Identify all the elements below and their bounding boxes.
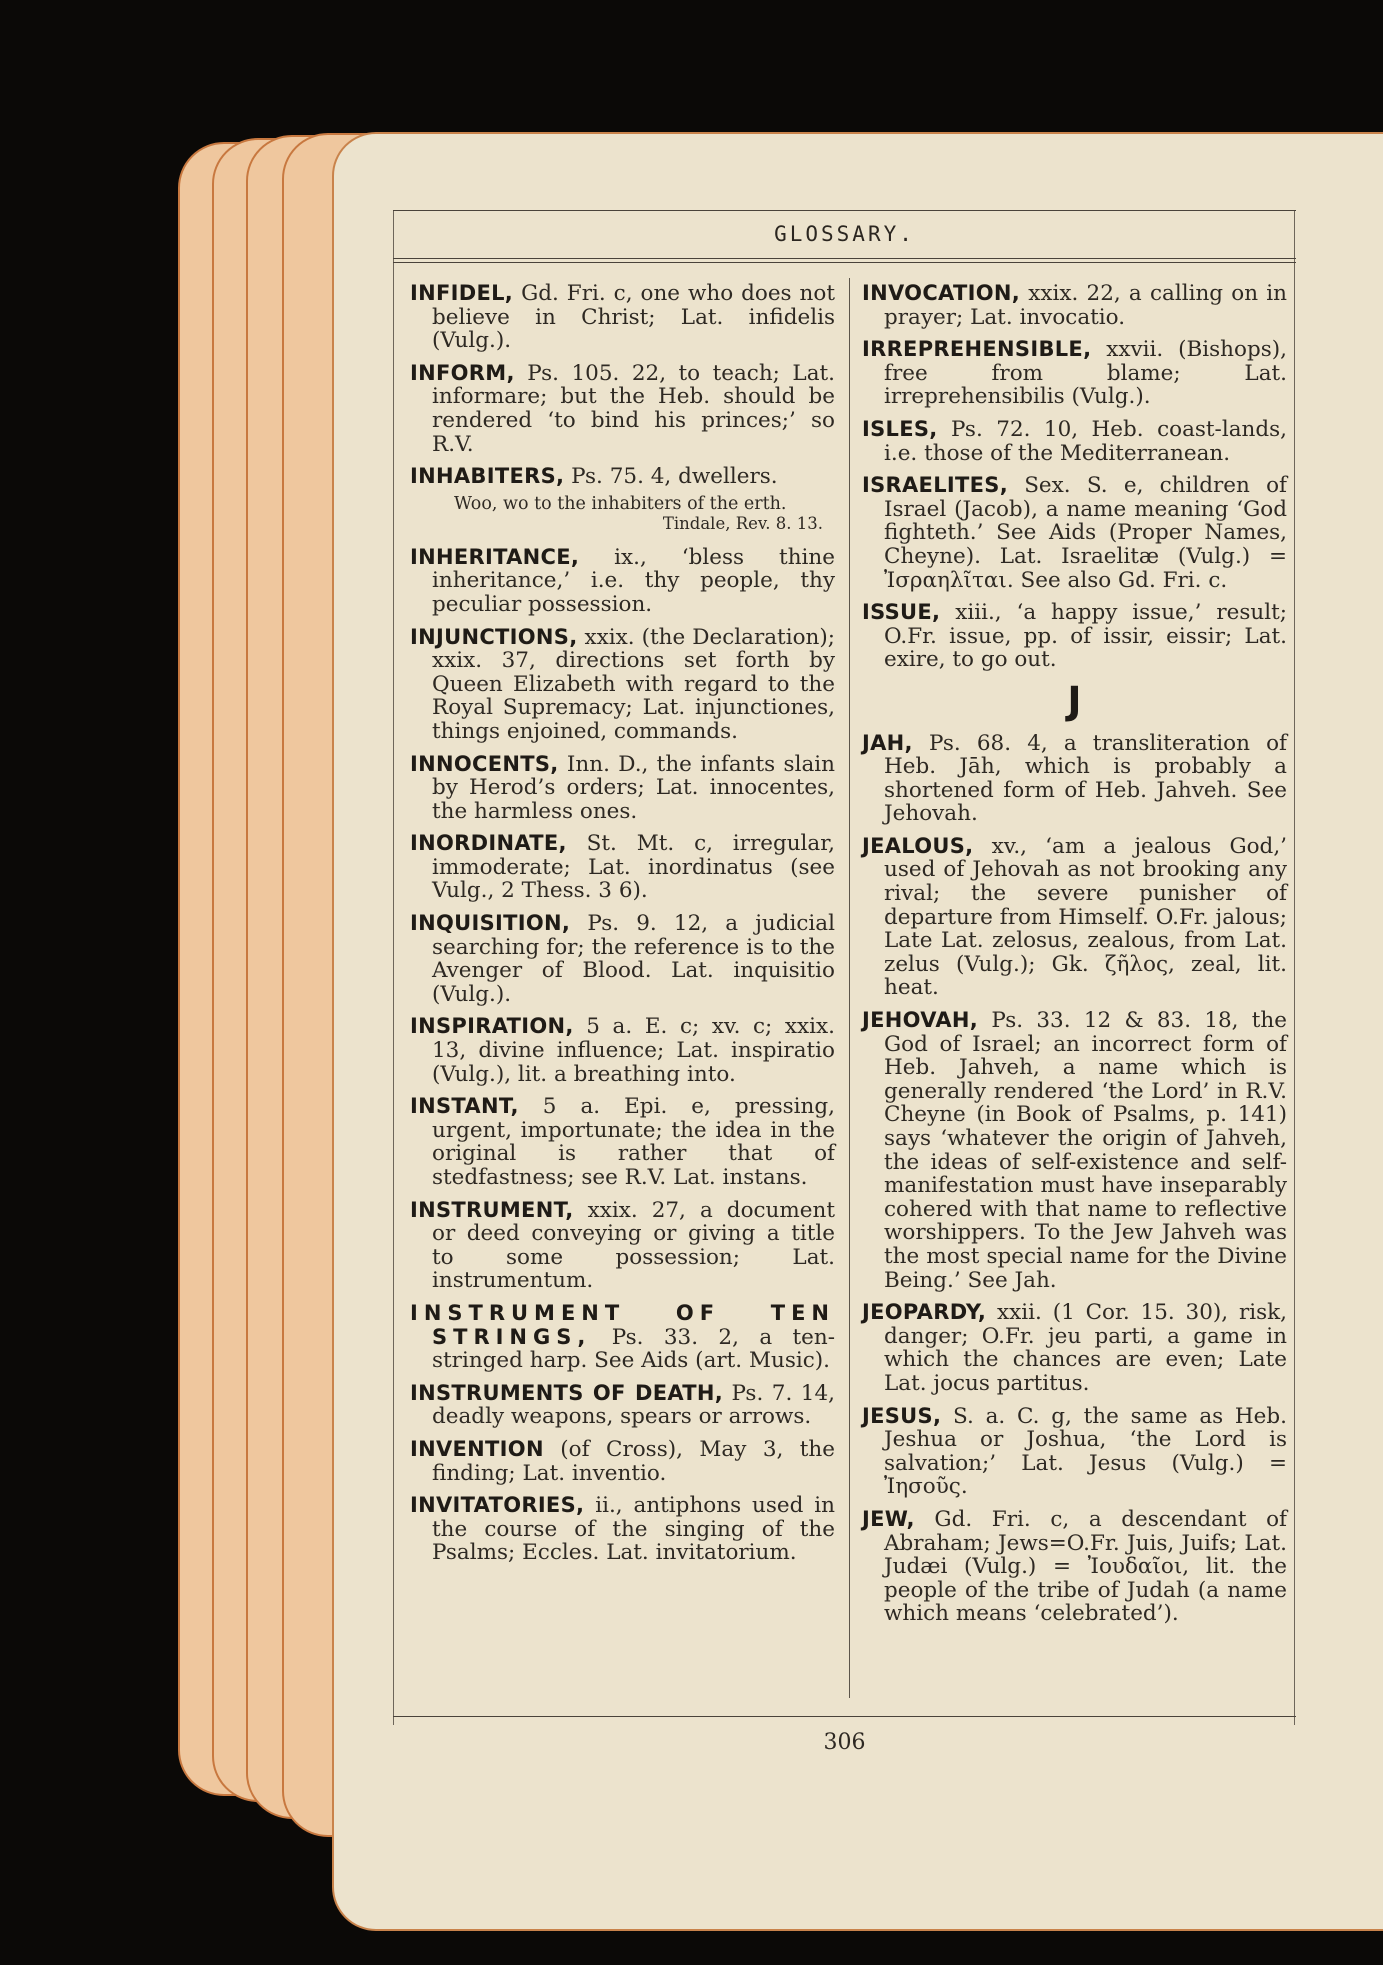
headword: INSTRUMENT OF TEN STRINGS, bbox=[410, 1300, 835, 1349]
headword: JESUS, bbox=[862, 1403, 942, 1428]
glossary-entry bbox=[410, 1199, 835, 1293]
headword: INVOCATION, bbox=[862, 281, 1021, 305]
glossary-entry bbox=[410, 1015, 835, 1086]
headword: JEHOVAH, bbox=[862, 1008, 979, 1033]
definition: Inn. D., the infants slain by Herod’s orders; Lat. innocentes, the harmless ones. bbox=[432, 751, 835, 824]
headword: INFORM, bbox=[410, 360, 515, 385]
headword: INHABITERS, bbox=[410, 464, 565, 489]
definition: xxii. (1 Cor. 15. 30), risk, danger; O.Fr. jeu parti, a game in which the chances are even; Late Lat. jocus partitus. bbox=[884, 1300, 1287, 1396]
glossary-entry bbox=[862, 1301, 1287, 1395]
glossary-entry bbox=[410, 282, 835, 353]
headword: INSTRUMENTS OF DEATH, bbox=[410, 1380, 724, 1405]
headword: ISLES, bbox=[862, 416, 938, 441]
headword: INVITATORIES, bbox=[410, 1493, 585, 1518]
glossary-entry bbox=[862, 282, 1287, 329]
header-rule-top bbox=[393, 210, 1296, 211]
quotation bbox=[410, 494, 835, 534]
headword: INVENTION bbox=[410, 1436, 544, 1461]
definition: xv., ‘am a jealous God,’ used of Jehovah as not brooking any rival; the severe punisher of departure from Himself. O.Fr. jalous; Late Lat. zelosus, zealous, from Lat. zelus (Vulg.); Gk. ζῆλος, zeal, lit. heat. bbox=[884, 833, 1287, 1001]
definition: xxix. 27, a document or deed conveying or giving a title to some possession; Lat. instrumentum. bbox=[432, 1197, 835, 1294]
headword: INSPIRATION, bbox=[410, 1014, 574, 1039]
definition: 5 a. E. c; xv. c; xxix. 13, divine influence; Lat. inspiratio (Vulg.), lit. a breathing into. bbox=[432, 1014, 835, 1087]
definition: Ps. 72. 10, Heb. coast-lands, i.e. those of the Mediterranean. bbox=[884, 416, 1287, 466]
footer-rule bbox=[393, 1716, 1296, 1717]
definition: Ps. 33. 12 & 83. 18, the God of Israel; an incorrect form of Heb. Jahveh, a name which is generally rendered ‘the Lord’ in R.V. Cheyne (in Book of Psalms, p. 141) says ‘whatever the origin of Jahveh, the ideas of self-existence and self-manifestation must have inseparably cohered with that name to reflective worshippers. To the Jew Jahveh was the most special name for the Divine Being.’ See Jah. bbox=[884, 1008, 1288, 1293]
glossary-entry bbox=[410, 753, 835, 824]
glossary-entry bbox=[862, 338, 1287, 409]
glossary-entry bbox=[862, 474, 1287, 592]
definition: Sex. S. e, children of Israel (Jacob), a name meaning ‘God fighteth.’ See Aids (Proper Names, Cheyne). Lat. Israelitæ (Vulg.) = Ἰσραηλῖται. See also Gd. Fri. c. bbox=[884, 473, 1287, 593]
quotation-citation: Tindale, Rev. 8. 13. bbox=[662, 513, 823, 533]
headword: INNOCENTS, bbox=[410, 751, 559, 776]
definition: St. Mt. c, irregular, immoderate; Lat. inordinatus (see Vulg., 2 Thess. 3 6). bbox=[432, 831, 835, 904]
glossary-entry bbox=[410, 912, 835, 1006]
headword: IRREPREHENSIBLE, bbox=[862, 337, 1092, 362]
definition: Ps. 75. 4, dwellers. bbox=[571, 464, 778, 490]
definition: xiii., ‘a happy issue,’ result; O.Fr. issue, pp. of issir, eissir; Lat. exire, to go out. bbox=[884, 600, 1287, 673]
glossary-entry bbox=[862, 418, 1287, 465]
glossary-entry bbox=[410, 1382, 835, 1429]
definition: Gd. Fri. c, a descendant of Abraham; Jews=O.Fr. Juis, Juifs; Lat. Judæi (Vulg.) = Ἰουδαῖοι, lit. the people of the tribe of Judah (a name which means ‘celebrated’). bbox=[884, 1506, 1287, 1627]
definition: Ps. 105. 22, to teach; Lat. informare; but the Heb. should be rendered ‘to bind his princes;’ so R.V. bbox=[432, 360, 835, 457]
headword: JEOPARDY, bbox=[862, 1300, 987, 1325]
definition: Ps. 68. 4, a transliteration of Heb. Jāh, which is probably a shortened form of Heb. Jahveh. See Jehovah. bbox=[884, 730, 1287, 827]
glossary-entry bbox=[862, 835, 1287, 1000]
headword: INJUNCTIONS, bbox=[410, 624, 578, 649]
glossary-entry bbox=[862, 1508, 1287, 1626]
glossary-entry bbox=[862, 601, 1287, 672]
definition: Gd. Fri. c, one who does not believe in Christ; Lat. infidelis (Vulg.). bbox=[432, 281, 835, 354]
header-rule-bottom-thin bbox=[393, 262, 1296, 263]
headword: JEALOUS, bbox=[862, 833, 974, 858]
definition: Ps. 9. 12, a judicial searching for; the reference is to the Avenger of Blood. Lat. inquisitio (Vulg.). bbox=[432, 911, 835, 1007]
headword: ISSUE, bbox=[862, 600, 941, 625]
glossary-entry bbox=[410, 465, 835, 489]
quotation-text: Woo, wo to the inhabiters of the erth. bbox=[454, 493, 787, 514]
glossary-entry bbox=[862, 1405, 1287, 1499]
headword: ISRAELITES, bbox=[862, 473, 1008, 498]
definition: (of Cross), May 3, the finding; Lat. inventio. bbox=[432, 1436, 835, 1486]
header-rule-bottom bbox=[393, 258, 1296, 259]
headword: JEW, bbox=[862, 1506, 915, 1531]
definition: 5 a. Epi. e, pressing, urgent, importunate; the idea in the original is rather that of stedfastness; see R.V. Lat. instans. bbox=[432, 1094, 835, 1190]
column-divider bbox=[849, 278, 850, 1698]
page-title: GLOSSARY. bbox=[774, 222, 915, 246]
glossary-entry bbox=[410, 362, 835, 456]
right-column bbox=[862, 282, 1287, 1635]
page-number: 306 bbox=[823, 1730, 866, 1755]
definition: S. a. C. g, the same as Heb. Jeshua or Joshua, ‘the Lord is salvation;’ Lat. Jesus (Vulg.) = Ἰησοῦς. bbox=[884, 1403, 1287, 1500]
glossary-entry bbox=[410, 1494, 835, 1565]
glossary-entry bbox=[410, 626, 835, 744]
glossary-entry bbox=[410, 546, 835, 617]
glossary-entry bbox=[410, 1302, 835, 1373]
definition: xxvii. (Bishops), free from blame; Lat. irreprehensibilis (Vulg.). bbox=[884, 337, 1287, 410]
section-letter-heading: J bbox=[1067, 678, 1082, 723]
headword: INFIDEL, bbox=[410, 281, 514, 305]
headword: INORDINATE, bbox=[410, 831, 567, 856]
headword: INSTANT, bbox=[410, 1094, 519, 1119]
definition: ii., antiphons used in the course of the singing of the Psalms; Eccles. Lat. invitatorium. bbox=[432, 1493, 835, 1566]
definition: xxix. (the Declaration); xxix. 37, directions set forth by Queen Elizabeth with regard to the Royal Supremacy; Lat. injunctiones, things enjoined, commands. bbox=[432, 624, 835, 744]
headword: INQUISITION, bbox=[410, 911, 571, 936]
definition: Ps. 7. 14, deadly weapons, spears or arrows. bbox=[432, 1380, 835, 1430]
glossary-entry bbox=[862, 1009, 1287, 1292]
glossary-entry bbox=[410, 1095, 835, 1189]
glossary-entry bbox=[410, 1438, 835, 1485]
glossary-entry bbox=[862, 732, 1287, 826]
definition: xxix. 22, a calling on in prayer; Lat. invocatio. bbox=[884, 281, 1287, 330]
definition: ix., ‘bless thine inheritance,’ i.e. thy people, thy peculiar possession. bbox=[432, 544, 835, 617]
definition: Ps. 33. 2, a ten-stringed harp. See Aids (art. Music). bbox=[432, 1324, 835, 1374]
headword: INSTRUMENT, bbox=[410, 1197, 574, 1222]
glossary-entry bbox=[410, 832, 835, 903]
left-column bbox=[410, 282, 835, 1574]
headword: JAH, bbox=[862, 730, 913, 755]
headword: INHERITANCE, bbox=[410, 544, 580, 569]
